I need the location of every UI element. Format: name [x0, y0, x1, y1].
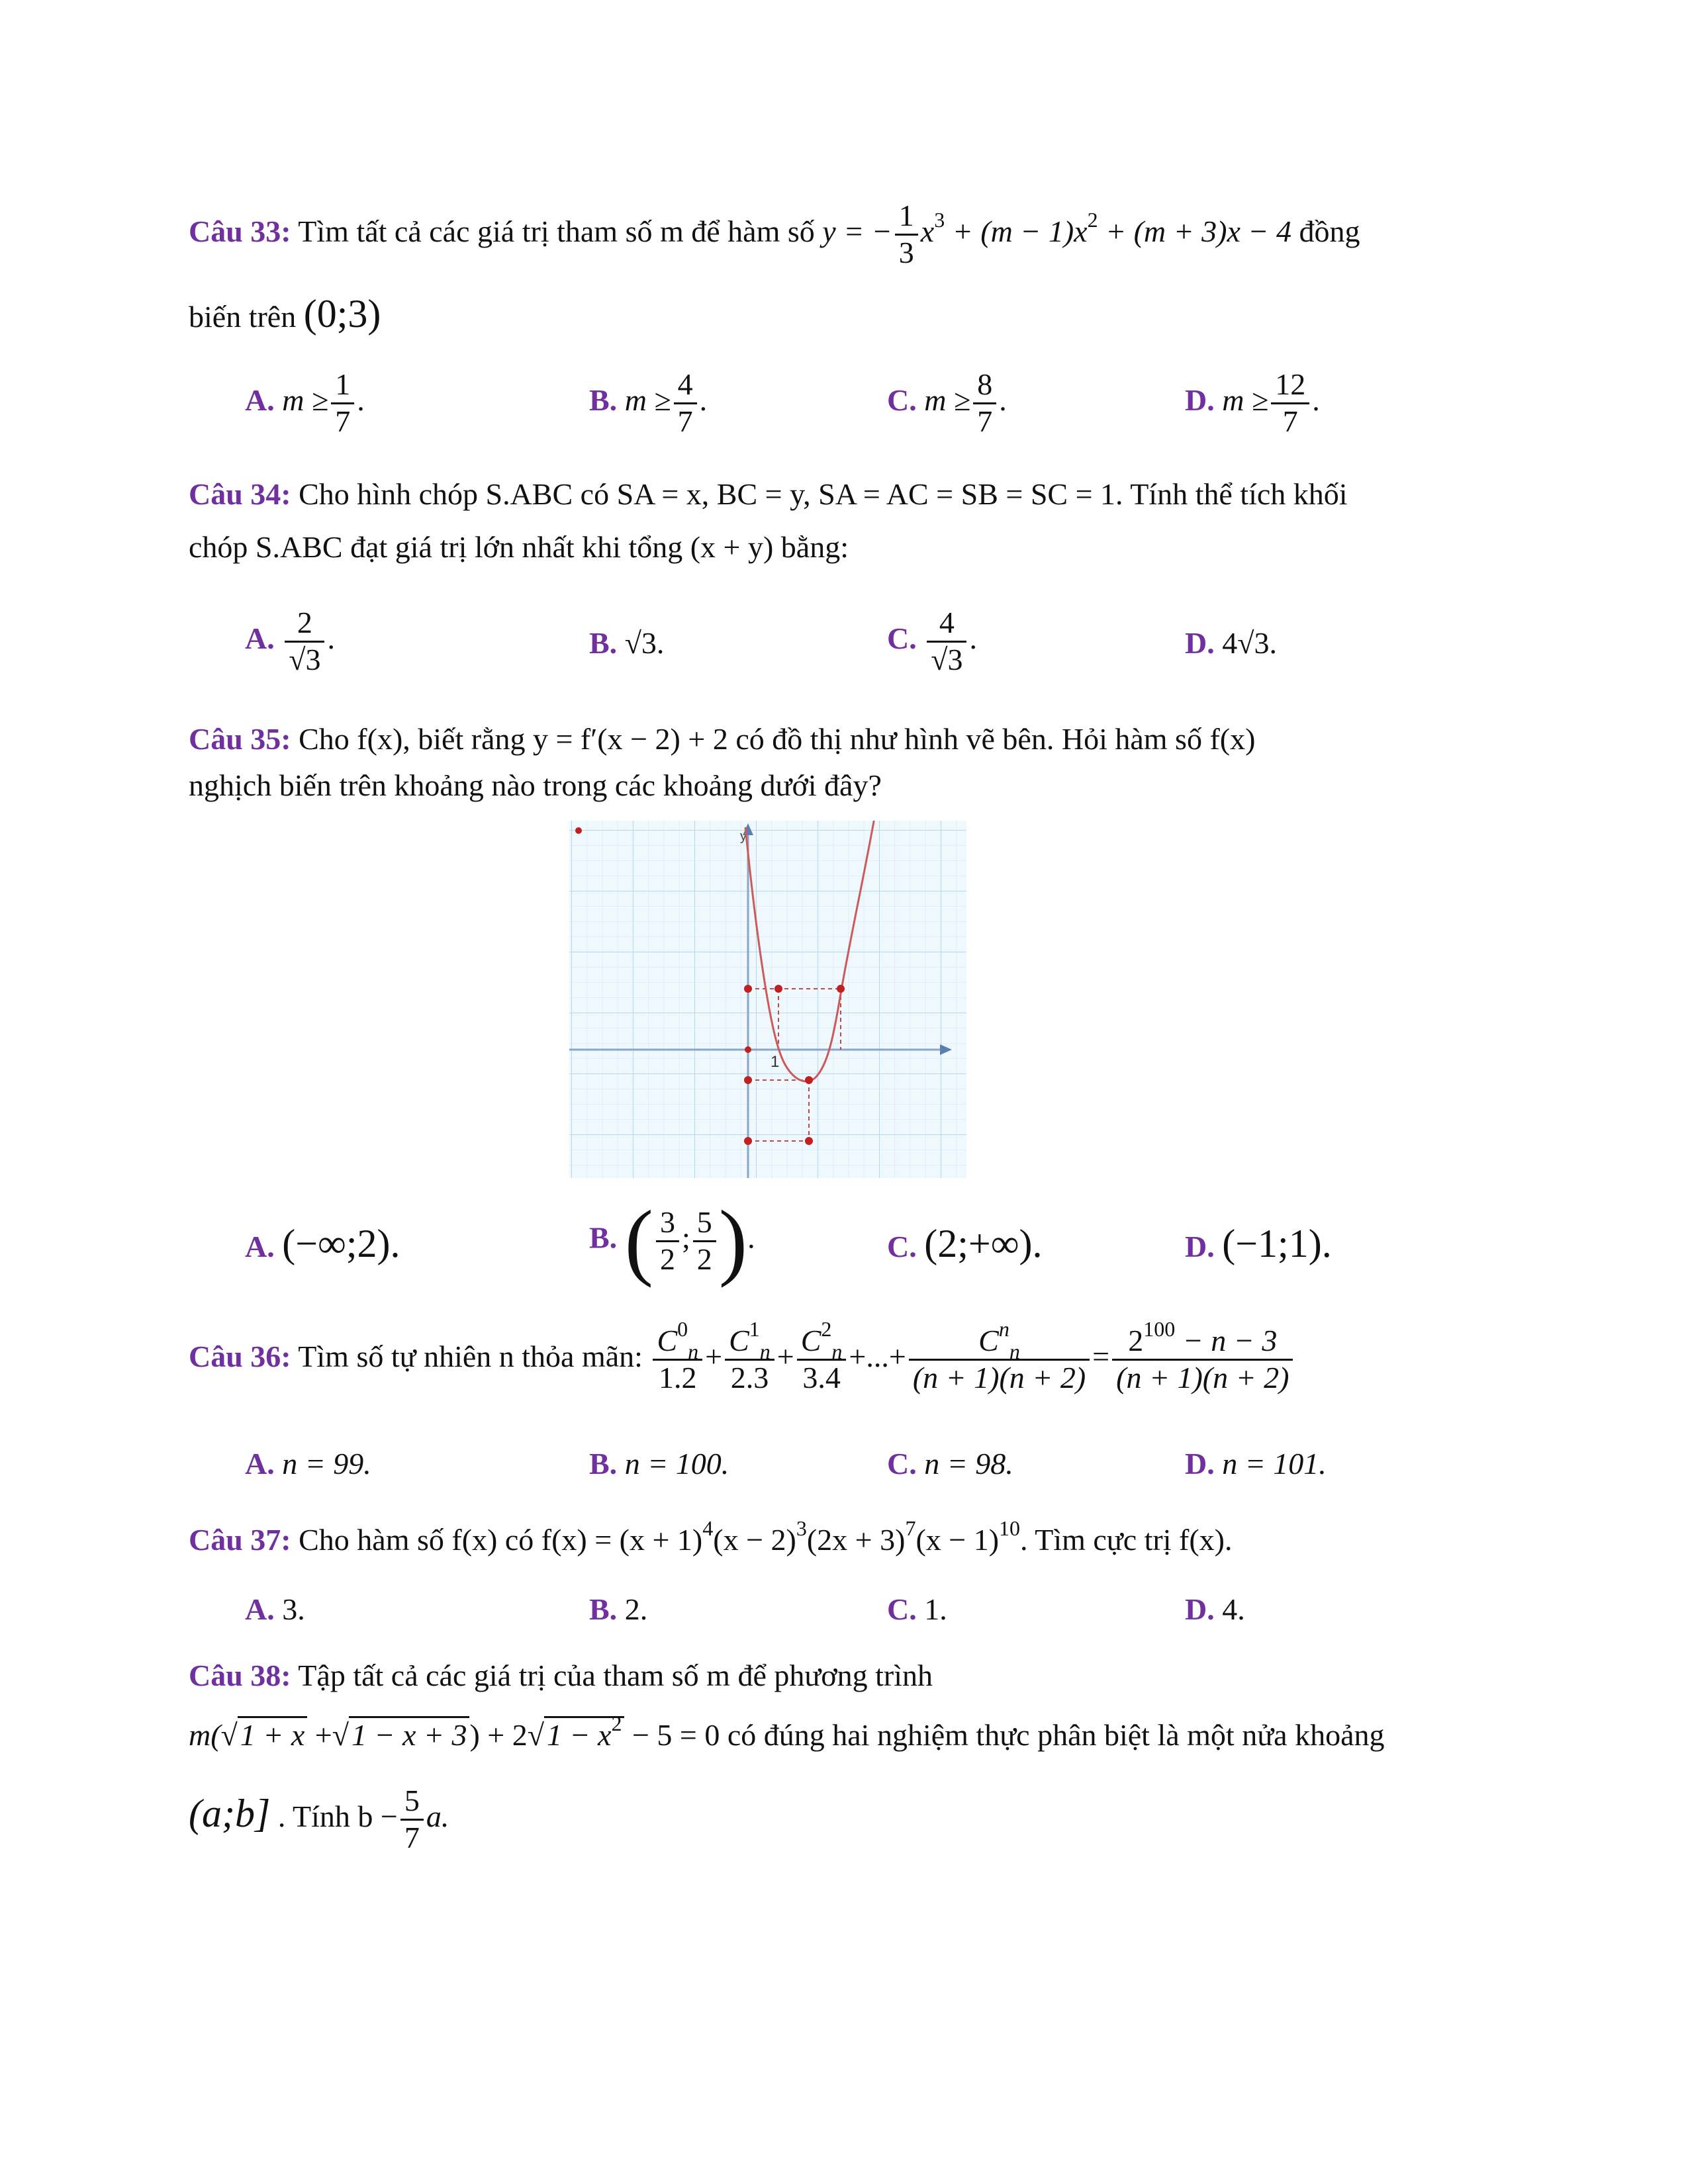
q37-option-d[interactable] — [1185, 1592, 1245, 1627]
q33-option-d[interactable]: D. m ≥ $\frac{12}{7}$ . — [1185, 367, 1320, 438]
q33-option-d-pre: m ≥ — [1222, 383, 1269, 417]
q33-frac-num: 1 — [895, 199, 918, 236]
q36-term1-sup: 0 — [677, 1317, 688, 1341]
q36-option-a-label: A. — [245, 1447, 275, 1480]
q33-option-c[interactable]: C. m ≥ $\frac{8}{7}$ . — [887, 367, 1007, 438]
q33-formula-lhs: y = − — [822, 214, 892, 248]
q34-line1 — [189, 477, 1348, 512]
q36-term3-c: C — [800, 1324, 821, 1357]
q37-option-b-text: 2. — [624, 1592, 648, 1626]
q33-line1 — [189, 199, 1360, 271]
q37-option-c-label: C. — [887, 1592, 917, 1626]
q34-line2 — [189, 529, 849, 565]
q34-option-a-label: A. — [245, 621, 275, 655]
q36-rhs-exp: 100 — [1143, 1317, 1176, 1341]
graph-tick-1: 1 — [771, 1053, 780, 1071]
q33-option-b-frac — [674, 367, 697, 439]
q34-option-a-num: 2 — [285, 606, 324, 643]
q37-e1: 4 — [702, 1516, 714, 1540]
q35-label: Câu 35: — [189, 722, 291, 756]
q37-e4: 10 — [999, 1516, 1021, 1540]
q35-option-b-label: B. — [589, 1220, 618, 1255]
q35-option-c-text: (2;+∞). — [924, 1222, 1043, 1265]
y-axis-label: y — [740, 829, 747, 844]
q38-line3 — [189, 1784, 449, 1856]
q33-option-b[interactable]: B. m ≥ $\frac{4}{7}$ . — [589, 367, 708, 438]
q33-text2: đồng — [1299, 214, 1360, 248]
q36-term2-den: 2.3 — [730, 1360, 769, 1394]
q33-option-d-label: D. — [1185, 383, 1215, 417]
q36-line: Câu 36: Tìm số tự nhiên n thỏa mãn: $\frac{C^0_n}{1.2}$ + $\frac{C^1_n}{2.3}$ + $\frac{C^2_n}{3.4}$ +...+ $\frac{C^n_n}{(n + 1)(n + 2)}$ = $\frac{2^{100} - n - 3}{(n + 1)(n + 2)}$ — [189, 1324, 1295, 1396]
q34-option-d-text: 4√3. — [1222, 626, 1277, 660]
q33-option-a-frac — [331, 367, 354, 439]
q35-option-c[interactable] — [887, 1221, 1042, 1267]
q33-interval: (0;3) — [303, 292, 381, 336]
q37-text2: . Tìm cực trị f(x). — [1020, 1523, 1233, 1557]
q35-option-b-open-paren: ( — [624, 1193, 653, 1289]
q36-term3-den: 3.4 — [802, 1360, 841, 1394]
q35-option-d-text: (−1;1). — [1222, 1222, 1332, 1265]
q37-option-b[interactable] — [589, 1592, 647, 1627]
q34-option-c-den: √3 — [931, 642, 963, 676]
q37-label: Câu 37: — [189, 1523, 291, 1557]
q36-term4-c: C — [978, 1324, 999, 1357]
q37-option-a[interactable] — [245, 1592, 305, 1627]
q36-label: Câu 36: — [189, 1339, 291, 1373]
q38-fraction — [400, 1784, 424, 1856]
q34-option-d-label: D. — [1185, 626, 1215, 660]
q35-option-d-label: D. — [1185, 1230, 1215, 1263]
q34-option-c-frac — [927, 606, 966, 678]
q37-option-c[interactable] — [887, 1592, 947, 1627]
q36-term3-sup: 2 — [821, 1317, 832, 1341]
q35-graph — [569, 821, 966, 1178]
q35-option-a-label: A. — [245, 1230, 275, 1263]
q38-eq-plus: + — [314, 1718, 332, 1752]
q35-option-b-close-paren: ) — [718, 1193, 748, 1289]
q36-option-a[interactable] — [245, 1446, 371, 1481]
q35-option-b-d2: 2 — [696, 1242, 712, 1276]
q35-option-d[interactable] — [1185, 1221, 1332, 1267]
q33-exp3: 3 — [934, 207, 945, 232]
q35-option-b-frac2 — [693, 1205, 716, 1277]
q38-line1-text: Tập tất cả các giá trị của tham số m để phương trình — [298, 1659, 933, 1692]
q37-text1: Cho hàm số f(x) có f(x) = (x + 1) — [299, 1523, 703, 1557]
q36-rhs — [1112, 1317, 1293, 1396]
q36-term1 — [653, 1317, 702, 1396]
q33-frac-den: 3 — [898, 235, 914, 269]
q38-line2: $m(√1 + x +√1 - x + 3) + 2√1 - x^2 - 5 = 0$ có đúng hai nghiệm thực phân biệt là một nửa khoảng — [189, 1711, 1385, 1752]
q34-line2-text: chóp S.ABC đạt giá trị lớn nhất khi tổng (x + y) bằng: — [189, 530, 849, 564]
q38-eq-tail: − 5 = 0 — [632, 1718, 720, 1752]
q36-option-b-label: B. — [589, 1447, 618, 1480]
q36-term1-c: C — [657, 1324, 678, 1357]
q33-line2-text: biến trên — [189, 300, 297, 334]
q36-option-b[interactable] — [589, 1446, 729, 1481]
q37-option-d-label: D. — [1185, 1592, 1215, 1626]
q37-option-d-text: 4. — [1222, 1592, 1245, 1626]
q36-option-b-text: n = 100. — [624, 1447, 729, 1480]
q36-term2 — [725, 1317, 774, 1396]
q37-e2: 3 — [796, 1516, 807, 1540]
q36-term2-c: C — [729, 1324, 749, 1357]
q35-option-b-n2: 5 — [693, 1205, 716, 1242]
q36-option-d-text: n = 101. — [1222, 1447, 1327, 1480]
q38-eq-close: ) + 2 — [469, 1718, 528, 1752]
q33-option-b-label: B. — [589, 383, 618, 417]
q38-eq-sqrt2: 1 − x + 3 — [349, 1716, 470, 1752]
q33-line2 — [189, 291, 381, 337]
q33-option-c-num: 8 — [973, 367, 996, 404]
q37-line — [189, 1516, 1233, 1557]
q36-option-a-text: n = 99. — [282, 1447, 371, 1480]
q34-line1-text: Cho hình chóp S.ABC có SA = x, BC = y, SA = AC = SB = SC = 1. Tính thể tích khối — [299, 477, 1348, 511]
q38-eq-sqrt1: 1 + x — [238, 1716, 307, 1752]
q36-term4-den: (n + 1)(n + 2) — [912, 1360, 1086, 1394]
q33-option-c-frac — [973, 367, 996, 439]
q35-option-a-text: (−∞;2). — [282, 1222, 400, 1265]
q36-text: Tìm số tự nhiên n thỏa mãn: — [298, 1339, 643, 1373]
q36-option-c[interactable] — [887, 1446, 1013, 1481]
q37-p3: (2x + 3) — [806, 1523, 906, 1557]
q37-p4: (x − 1) — [915, 1523, 1000, 1557]
q38-line1 — [189, 1658, 933, 1693]
q35-line2 — [189, 768, 882, 803]
q35-line1 — [189, 721, 1255, 756]
q33-formula-x: x — [920, 214, 935, 248]
q36-rhs-den: (n + 1)(n + 2) — [1116, 1360, 1289, 1394]
q33-option-b-num: 4 — [674, 367, 697, 404]
q33-exp2: 2 — [1087, 207, 1098, 232]
q37-option-a-label: A. — [245, 1592, 275, 1626]
q34-option-c[interactable]: C. $\frac{4}{√3}$ . — [887, 606, 977, 676]
q35-option-b-d1: 2 — [659, 1242, 675, 1276]
q33-option-c-label: C. — [887, 383, 917, 417]
q34-option-c-label: C. — [887, 621, 917, 655]
q35-option-c-label: C. — [887, 1230, 917, 1263]
q33-option-d-den: 7 — [1282, 404, 1298, 438]
q33-option-c-pre: m ≥ — [924, 383, 971, 417]
q33-option-a-num: 1 — [331, 367, 354, 404]
q34-option-d[interactable] — [1185, 625, 1277, 660]
q34-option-b-label: B. — [589, 626, 618, 660]
q37-option-b-label: B. — [589, 1592, 618, 1626]
q36-term4-sup: n — [998, 1317, 1009, 1341]
q36-term1-sub: n — [688, 1340, 699, 1363]
q38-after: a. — [426, 1799, 449, 1833]
q34-option-b[interactable] — [589, 625, 664, 660]
q33-option-a-pre: m ≥ — [282, 383, 329, 417]
q35-option-b-n1: 3 — [656, 1205, 679, 1242]
q36-option-c-text: n = 98. — [924, 1447, 1013, 1480]
graph-corner-dot — [575, 827, 582, 834]
q36-term3-sub: n — [831, 1340, 843, 1363]
q38-line2-tail: có đúng hai nghiệm thực phân biệt là một nửa khoảng — [727, 1718, 1385, 1752]
q38-label: Câu 38: — [189, 1659, 291, 1692]
q38-frac-num: 5 — [400, 1784, 424, 1821]
q37-option-a-text: 3. — [282, 1592, 305, 1626]
q36-option-c-label: C. — [887, 1447, 917, 1480]
q38-eq-m: m( — [189, 1718, 221, 1752]
q35-option-a[interactable] — [245, 1221, 400, 1267]
q34-option-a-den: √3 — [289, 642, 321, 676]
q34-option-c-num: 4 — [927, 606, 966, 643]
q36-option-d-label: D. — [1185, 1447, 1215, 1480]
q36-term2-sub: n — [759, 1340, 771, 1363]
q33-text1: Tìm tất cả các giá trị tham số m để hàm số — [298, 214, 815, 248]
q36-term1-den: 1.2 — [659, 1360, 697, 1394]
q33-option-c-den: 7 — [977, 404, 993, 438]
q33-option-b-den: 7 — [677, 404, 693, 438]
q38-eq-sqrt3: 1 − x — [546, 1718, 612, 1752]
q34-option-a-frac — [285, 606, 324, 678]
q37-option-c-text: 1. — [924, 1592, 947, 1626]
q36-dots: +...+ — [849, 1339, 906, 1373]
q34-label: Câu 34: — [189, 477, 291, 511]
q33-option-a-label: A. — [245, 383, 275, 417]
q36-term4 — [909, 1317, 1090, 1396]
q36-term4-sub: n — [1009, 1340, 1020, 1363]
q38-tinh: . Tính b − — [277, 1799, 398, 1833]
q37-e3: 7 — [905, 1516, 916, 1540]
q33-formula-mid: + (m − 1)x — [952, 214, 1088, 248]
q35-option-b-frac1 — [656, 1205, 679, 1277]
q33-option-b-pre: m ≥ — [624, 383, 671, 417]
q38-interval: (a;b] — [189, 1791, 271, 1835]
q35-line2-text: nghịch biến trên khoảng nào trong các khoảng dưới đây? — [189, 768, 882, 802]
q34-option-b-text: √3. — [624, 626, 665, 660]
q33-fraction — [895, 199, 918, 271]
q36-term3 — [797, 1317, 847, 1396]
q33-option-d-num: 12 — [1271, 367, 1309, 404]
q36-option-d[interactable] — [1185, 1446, 1327, 1481]
q36-rhs-rest: − n − 3 — [1182, 1324, 1278, 1357]
q33-option-d-frac — [1271, 367, 1309, 439]
q33-option-a-den: 7 — [335, 404, 351, 438]
q36-term2-sup: 1 — [749, 1317, 760, 1341]
q38-frac-den: 7 — [404, 1820, 420, 1854]
q36-rhs-base: 2 — [1128, 1324, 1144, 1357]
q38-eq-sqrt3-exp: 2 — [611, 1711, 622, 1735]
q33-option-a[interactable]: A. m ≥ $\frac{1}{7}$ . — [245, 367, 365, 438]
q33-formula-end: + (m + 3)x − 4 — [1105, 214, 1291, 248]
q37-p2: (x − 2) — [713, 1523, 796, 1557]
q34-option-a[interactable]: A. $\frac{2}{√3}$ . — [245, 606, 335, 676]
q35-line1-text: Cho f(x), biết rằng y = f′(x − 2) + 2 có đồ thị như hình vẽ bên. Hỏi hàm số f(x) — [299, 722, 1256, 756]
q33-label: Câu 33: — [189, 214, 291, 248]
q35-option-b[interactable]: B. ( $\frac{3}{2}$ ; $\frac{5}{2}$ ). — [589, 1193, 755, 1289]
